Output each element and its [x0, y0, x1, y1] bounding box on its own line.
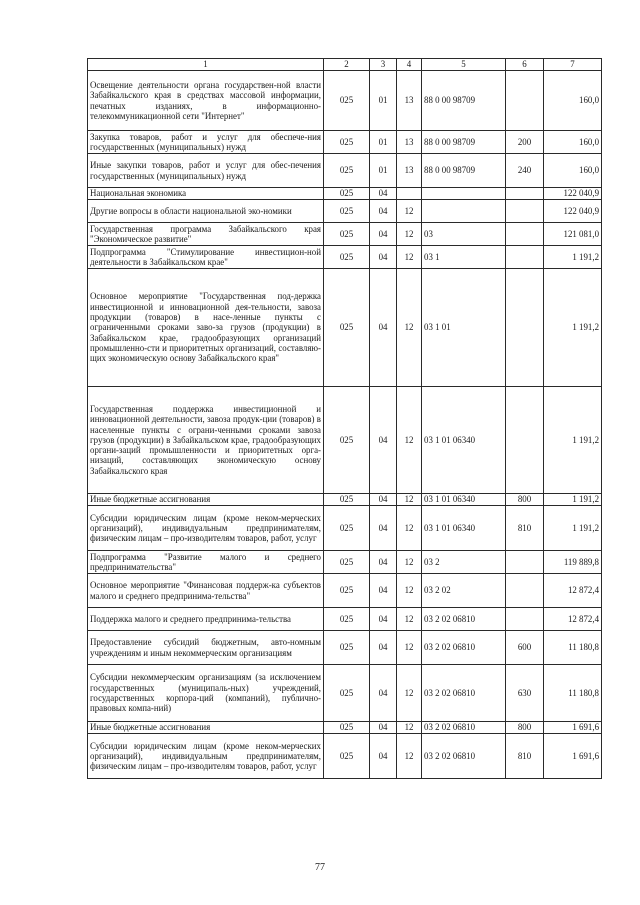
ministry-code-cell: 025 — [324, 608, 370, 631]
column-header-3: 3 — [370, 59, 397, 71]
subsection-code-cell: 12 — [397, 631, 422, 665]
row-name-cell: Поддержка малого и среднего предпринима-тельства — [88, 608, 324, 631]
expense-type-cell — [506, 269, 544, 387]
amount-cell: 12 872,4 — [544, 574, 602, 608]
table-row — [88, 188, 602, 200]
subsection-code-cell: 12 — [397, 551, 422, 574]
section-code-cell: 04 — [370, 223, 397, 246]
section-code-cell: 04 — [370, 574, 397, 608]
table-row — [88, 223, 602, 246]
expense-type-cell — [506, 608, 544, 631]
row-name-cell: Основное мероприятие "Финансовая поддерж-ка субъектов малого и среднего предпринима-тельства" — [88, 574, 324, 608]
target-article-cell: 03 2 02 06810 — [422, 665, 506, 722]
expense-type-cell: 800 — [506, 722, 544, 734]
column-header-1: 1 — [88, 59, 324, 71]
expense-type-cell: 240 — [506, 154, 544, 188]
ministry-code-cell: 025 — [324, 734, 370, 779]
ministry-code-cell: 025 — [324, 551, 370, 574]
section-code-cell: 04 — [370, 246, 397, 269]
column-header-4: 4 — [397, 59, 422, 71]
amount-cell: 119 889,8 — [544, 551, 602, 574]
target-article-cell: 03 1 01 — [422, 269, 506, 387]
column-header-6: 6 — [506, 59, 544, 71]
amount-cell: 122 040,9 — [544, 188, 602, 200]
ministry-code-cell: 025 — [324, 131, 370, 154]
amount-cell: 160,0 — [544, 131, 602, 154]
table-row — [88, 506, 602, 551]
row-name-cell: Закупка товаров, работ и услуг для обеспече-ния государственных (муниципальных) нужд — [88, 131, 324, 154]
expense-type-cell — [506, 387, 544, 494]
row-name-cell: Подпрограмма "Развитие малого и среднего предпринимательства" — [88, 551, 324, 574]
target-article-cell: 03 1 01 06340 — [422, 494, 506, 506]
target-article-cell: 03 2 02 — [422, 574, 506, 608]
ministry-code-cell: 025 — [324, 387, 370, 494]
section-code-cell: 04 — [370, 734, 397, 779]
expense-type-cell: 810 — [506, 734, 544, 779]
ministry-code-cell: 025 — [324, 631, 370, 665]
row-name-cell: Субсидии юридическим лицам (кроме неком-мерческих организаций), индивидуальным предпринимателям, физическим лицам – про-изводителям товаров, работ, услуг — [88, 734, 324, 779]
section-code-cell: 04 — [370, 631, 397, 665]
ministry-code-cell: 025 — [324, 269, 370, 387]
table-row — [88, 631, 602, 665]
subsection-code-cell: 12 — [397, 722, 422, 734]
ministry-code-cell: 025 — [324, 665, 370, 722]
target-article-cell — [422, 200, 506, 223]
section-code-cell: 04 — [370, 494, 397, 506]
target-article-cell: 03 2 02 06810 — [422, 734, 506, 779]
page-number: 77 — [315, 862, 325, 873]
section-code-cell: 04 — [370, 188, 397, 200]
row-name-cell: Основное мероприятие "Государственная под-держка инвестиционной и инновационной дея-тельности, завоза продукции (товаров) в насе-ленные пункты с ограниченными сроками заво-за грузов (продукции) в Забайкальском крае, градообразующих организаций промышленно-сти и приоритетных организаций, составляю-щих экономическую основу Забайкальского края" — [88, 269, 324, 387]
expense-type-cell: 600 — [506, 631, 544, 665]
amount-cell: 1 191,2 — [544, 387, 602, 494]
target-article-cell: 03 1 — [422, 246, 506, 269]
expense-type-cell: 630 — [506, 665, 544, 722]
table-body — [88, 59, 602, 779]
section-code-cell: 01 — [370, 131, 397, 154]
subsection-code-cell — [397, 188, 422, 200]
section-code-cell: 04 — [370, 722, 397, 734]
row-name-cell: Иные бюджетные ассигнования — [88, 494, 324, 506]
target-article-cell: 03 2 — [422, 551, 506, 574]
table-row — [88, 71, 602, 131]
subsection-code-cell: 13 — [397, 154, 422, 188]
amount-cell: 1 691,6 — [544, 722, 602, 734]
ministry-code-cell: 025 — [324, 223, 370, 246]
amount-cell: 12 872,4 — [544, 608, 602, 631]
amount-cell: 1 191,2 — [544, 494, 602, 506]
column-header-5: 5 — [422, 59, 506, 71]
table-row — [88, 154, 602, 188]
expense-type-cell: 200 — [506, 131, 544, 154]
target-article-cell: 03 2 02 06810 — [422, 722, 506, 734]
expense-type-cell — [506, 551, 544, 574]
expense-type-cell — [506, 200, 544, 223]
target-article-cell: 88 0 00 98709 — [422, 71, 506, 131]
ministry-code-cell: 025 — [324, 246, 370, 269]
ministry-code-cell: 025 — [324, 154, 370, 188]
target-article-cell: 03 — [422, 223, 506, 246]
row-name-cell: Субсидии юридическим лицам (кроме неком-мерческих организаций), индивидуальным предпринимателям, физическим лицам – про-изводителям товаров, работ, услуг — [88, 506, 324, 551]
amount-cell: 160,0 — [544, 154, 602, 188]
subsection-code-cell: 12 — [397, 665, 422, 722]
row-name-cell: Иные бюджетные ассигнования — [88, 722, 324, 734]
section-code-cell: 01 — [370, 154, 397, 188]
target-article-cell: 88 0 00 98709 — [422, 154, 506, 188]
section-code-cell: 04 — [370, 269, 397, 387]
table-row — [88, 200, 602, 223]
subsection-code-cell: 12 — [397, 494, 422, 506]
section-code-cell: 04 — [370, 551, 397, 574]
expense-type-cell — [506, 246, 544, 269]
ministry-code-cell: 025 — [324, 722, 370, 734]
row-name-cell: Освещение деятельности органа государствен-ной власти Забайкальского края в средствах массовой информации, печатных изданиях, в информационно-телекоммуникационной сети "Интернет" — [88, 71, 324, 131]
ministry-code-cell: 025 — [324, 506, 370, 551]
row-name-cell: Иные закупки товаров, работ и услуг для обес-печения государственных (муниципальных) нужд — [88, 154, 324, 188]
table-row — [88, 608, 602, 631]
section-code-cell: 04 — [370, 387, 397, 494]
table-row — [88, 494, 602, 506]
table-row — [88, 722, 602, 734]
expense-type-cell — [506, 574, 544, 608]
subsection-code-cell: 12 — [397, 269, 422, 387]
row-name-cell: Субсидии некоммерческим организациям (за исключением государственных (муниципаль-ных) учреждений, государственных корпора-ций (компаний), публично-правовых компа-ний) — [88, 665, 324, 722]
table-header-row — [88, 59, 602, 71]
amount-cell: 11 180,8 — [544, 631, 602, 665]
amount-cell: 1 191,2 — [544, 506, 602, 551]
subsection-code-cell: 13 — [397, 131, 422, 154]
section-code-cell: 04 — [370, 200, 397, 223]
table-row — [88, 131, 602, 154]
expense-type-cell: 800 — [506, 494, 544, 506]
table-row — [88, 734, 602, 779]
amount-cell: 121 081,0 — [544, 223, 602, 246]
ministry-code-cell: 025 — [324, 494, 370, 506]
subsection-code-cell: 12 — [397, 608, 422, 631]
ministry-code-cell: 025 — [324, 200, 370, 223]
expense-type-cell — [506, 223, 544, 246]
target-article-cell — [422, 188, 506, 200]
amount-cell: 1 191,2 — [544, 269, 602, 387]
target-article-cell: 03 1 01 06340 — [422, 506, 506, 551]
row-name-cell: Другие вопросы в области национальной эко-номики — [88, 200, 324, 223]
target-article-cell: 03 2 02 06810 — [422, 631, 506, 665]
target-article-cell: 88 0 00 98709 — [422, 131, 506, 154]
amount-cell: 11 180,8 — [544, 665, 602, 722]
table-row — [88, 574, 602, 608]
subsection-code-cell: 13 — [397, 71, 422, 131]
row-name-cell: Государственная поддержка инвестиционной и инновационной деятельности, завоза продук-ции (товаров) в населенные пункты с ограни-ченными сроками завоза грузов (продукции) в Забайкальском крае, градообразующих органи-заций промышленности и приоритетных орга-низаций, составляющих экономическую основу Забайкальского края — [88, 387, 324, 494]
ministry-code-cell: 025 — [324, 71, 370, 131]
table-row — [88, 246, 602, 269]
ministry-code-cell: 025 — [324, 188, 370, 200]
subsection-code-cell: 12 — [397, 223, 422, 246]
subsection-code-cell: 12 — [397, 387, 422, 494]
subsection-code-cell: 12 — [397, 506, 422, 551]
table-row — [88, 665, 602, 722]
column-header-7: 7 — [544, 59, 602, 71]
subsection-code-cell: 12 — [397, 734, 422, 779]
expense-type-cell: 810 — [506, 506, 544, 551]
row-name-cell: Государственная программа Забайкальского края "Экономическое развитие" — [88, 223, 324, 246]
subsection-code-cell: 12 — [397, 200, 422, 223]
section-code-cell: 04 — [370, 506, 397, 551]
row-name-cell: Предоставление субсидий бюджетным, авто-номным учреждениям и иным некоммерческим организациям — [88, 631, 324, 665]
column-header-2: 2 — [324, 59, 370, 71]
target-article-cell: 03 2 02 06810 — [422, 608, 506, 631]
row-name-cell: Национальная экономика — [88, 188, 324, 200]
amount-cell: 122 040,9 — [544, 200, 602, 223]
table-row — [88, 551, 602, 574]
expense-type-cell — [506, 188, 544, 200]
row-name-cell: Подпрограмма "Стимулирование инвестицион-ной деятельности в Забайкальском крае" — [88, 246, 324, 269]
amount-cell: 1 691,6 — [544, 734, 602, 779]
amount-cell: 1 191,2 — [544, 246, 602, 269]
budget-table — [87, 58, 602, 779]
subsection-code-cell: 12 — [397, 574, 422, 608]
amount-cell: 160,0 — [544, 71, 602, 131]
section-code-cell: 04 — [370, 665, 397, 722]
target-article-cell: 03 1 01 06340 — [422, 387, 506, 494]
subsection-code-cell: 12 — [397, 246, 422, 269]
table-row — [88, 387, 602, 494]
table-row — [88, 269, 602, 387]
section-code-cell: 04 — [370, 608, 397, 631]
section-code-cell: 01 — [370, 71, 397, 131]
ministry-code-cell: 025 — [324, 574, 370, 608]
expense-type-cell — [506, 71, 544, 131]
